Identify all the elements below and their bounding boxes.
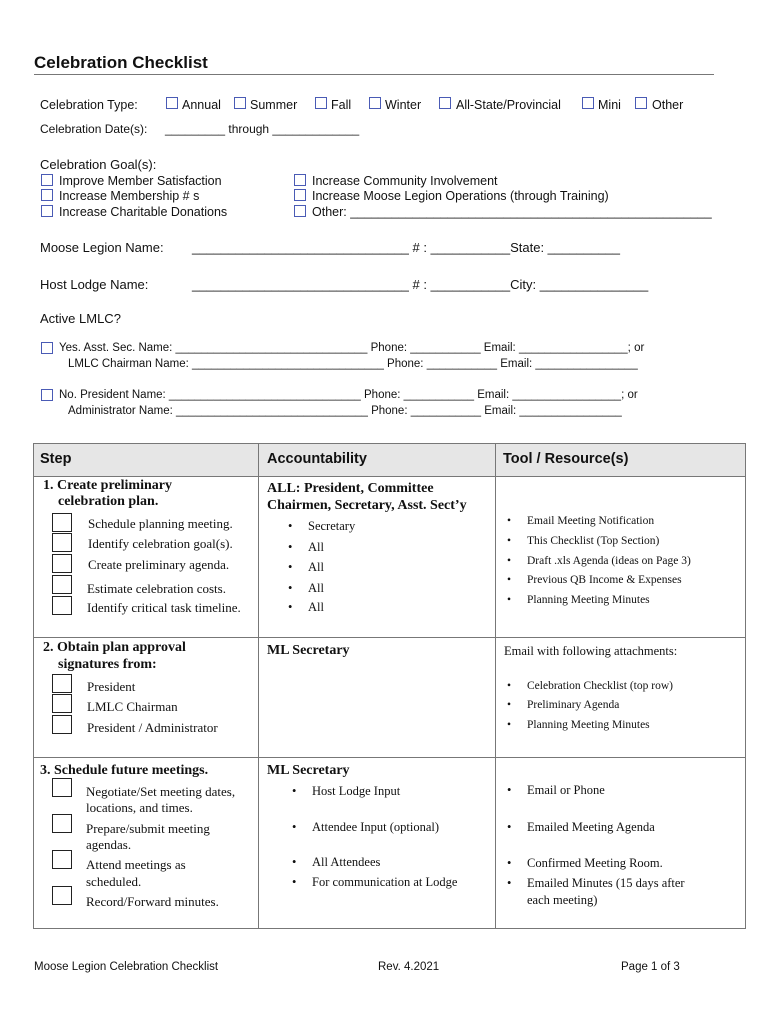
step-2-title-cont: signatures from: (58, 657, 157, 672)
header-accountability: Accountability (267, 451, 367, 467)
checkbox-goal-satisfaction[interactable] (41, 174, 53, 186)
option-fall: Fall (331, 98, 352, 112)
step-2-title: 2. Obtain plan approval (43, 640, 186, 655)
table-divider-col-2 (495, 443, 496, 929)
step-2-checkbox-1[interactable] (52, 674, 72, 693)
step-1-checkbox-4[interactable] (52, 575, 72, 594)
goal-community: Increase Community Involvement (312, 174, 498, 188)
checkbox-goal-membership[interactable] (41, 189, 53, 201)
checkbox-lmlc-no[interactable] (41, 389, 53, 401)
tool-2-title: Email with following attachments: (504, 644, 678, 658)
option-annual: Annual (182, 98, 221, 112)
step-3-item-2-cont: agendas. (86, 837, 132, 852)
host-lodge-field[interactable]: ______________________________ # : ___________City: _______________ (192, 277, 649, 292)
title-divider (34, 74, 714, 75)
lmlc-yes-line-2[interactable]: LMLC Chairman Name: ______________________________ Phone: ___________ Email: ________________ (68, 358, 638, 370)
step-1-item-5: Identify critical task timeline. (87, 600, 241, 615)
page-title: Celebration Checklist (34, 53, 208, 72)
checkbox-goal-community[interactable] (294, 174, 306, 186)
step-3-checkbox-2[interactable] (52, 814, 72, 833)
option-other: Other (652, 98, 684, 112)
step-1-item-4: Estimate celebration costs. (87, 581, 226, 596)
step-2-checkbox-2[interactable] (52, 694, 72, 713)
goal-other: Other: ____________________________________________________ (312, 205, 712, 219)
acc-2-title: ML Secretary (267, 643, 350, 658)
table-divider-col-1 (258, 443, 259, 929)
tool-1-item-5: • Planning Meeting Minutes (527, 594, 650, 606)
tool-1-item-3: • Draft .xls Agenda (ideas on Page 3) (527, 555, 691, 567)
acc-3-item-2: • Attendee Input (optional) (312, 820, 439, 835)
checkbox-fall[interactable] (315, 97, 327, 109)
checkbox-goal-operations[interactable] (294, 189, 306, 201)
step-3-item-2: Prepare/submit meeting (86, 821, 210, 836)
step-1-checkbox-2[interactable] (52, 533, 72, 552)
tool-3-item-4: • Emailed Minutes (15 days after (527, 876, 685, 891)
checkbox-goal-donations[interactable] (41, 205, 53, 217)
checkbox-annual[interactable] (166, 97, 178, 109)
lmlc-yes-line-1[interactable]: Yes. Asst. Sec. Name: ______________________________ Phone: ___________ Email: _________________; or (59, 342, 645, 354)
header-step: Step (40, 451, 72, 467)
step-2-item-3: President / Administrator (87, 720, 218, 735)
table-row-divider-1 (33, 637, 746, 638)
acc-3-item-4: • For communication at Lodge (312, 875, 457, 890)
step-1-title: 1. Create preliminary (43, 478, 172, 493)
host-lodge-label: Host Lodge Name: (40, 277, 149, 292)
goal-donations: Increase Charitable Donations (59, 205, 228, 219)
step-3-item-1: Negotiate/Set meeting dates, (86, 784, 236, 799)
step-1-item-1: Schedule planning meeting. (88, 516, 233, 531)
tool-3-item-1: • Email or Phone (527, 783, 605, 798)
step-3-item-1-cont: locations, and times. (86, 800, 193, 815)
table-row-divider-2 (33, 757, 746, 758)
option-summer: Summer (250, 98, 298, 112)
tool-1-item-2: • This Checklist (Top Section) (527, 535, 659, 547)
tool-2-item-3: • Planning Meeting Minutes (527, 719, 650, 731)
footer-revision: Rev. 4.2021 (378, 961, 440, 973)
acc-1-title-cont: Chairmen, Secretary, Asst. Sect’y (267, 498, 467, 513)
goal-operations: Increase Moose Legion Operations (through Training) (312, 189, 609, 203)
celebration-dates-label: Celebration Date(s): (40, 122, 148, 136)
header-tools: Tool / Resource(s) (503, 451, 629, 467)
acc-1-item-3: • All (308, 560, 324, 575)
checkbox-winter[interactable] (369, 97, 381, 109)
acc-3-item-3: • All Attendees (312, 855, 380, 870)
option-mini: Mini (598, 98, 621, 112)
step-1-item-2: Identify celebration goal(s). (88, 536, 233, 551)
step-3-checkbox-1[interactable] (52, 778, 72, 797)
goal-satisfaction: Improve Member Satisfaction (59, 174, 222, 188)
lmlc-no-line-2[interactable]: Administrator Name: ______________________________ Phone: ___________ Email: ________________ (68, 405, 622, 417)
tool-1-item-4: • Previous QB Income & Expenses (527, 574, 682, 586)
checkbox-goal-other[interactable] (294, 205, 306, 217)
tool-3-item-4-cont: each meeting) (527, 893, 598, 907)
step-3-checkbox-3[interactable] (52, 850, 72, 869)
checkbox-all-state[interactable] (439, 97, 451, 109)
checkbox-other[interactable] (635, 97, 647, 109)
option-winter: Winter (385, 98, 422, 112)
legion-name-field[interactable]: ______________________________ # : ___________State: __________ (192, 240, 620, 255)
goals-label: Celebration Goal(s): (40, 157, 157, 172)
acc-1-title: ALL: President, Committee (267, 481, 434, 496)
option-all-state: All-State/Provincial (456, 98, 561, 112)
legion-name-label: Moose Legion Name: (40, 240, 164, 255)
step-3-item-3: Attend meetings as (86, 857, 186, 872)
tool-3-item-3: • Confirmed Meeting Room. (527, 856, 663, 871)
step-1-checkbox-3[interactable] (52, 554, 72, 573)
active-lmlc-label: Active LMLC? (40, 311, 121, 326)
checkbox-mini[interactable] (582, 97, 594, 109)
step-3-checkbox-4[interactable] (52, 886, 72, 905)
goal-membership: Increase Membership # s (59, 189, 200, 203)
celebration-type-label: Celebration Type: (40, 98, 138, 112)
footer-page-number: Page 1 of 3 (621, 961, 680, 973)
step-1-checkbox-5[interactable] (52, 596, 72, 615)
step-1-title-cont: celebration plan. (58, 494, 159, 509)
checkbox-lmlc-yes[interactable] (41, 342, 53, 354)
tool-1-item-1: • Email Meeting Notification (527, 515, 654, 527)
tool-3-item-2: • Emailed Meeting Agenda (527, 820, 655, 835)
table-header-divider (33, 476, 746, 477)
step-3-title: 3. Schedule future meetings. (40, 763, 209, 778)
celebration-dates-field[interactable]: _________ through _____________ (165, 122, 360, 136)
acc-1-item-2: • All (308, 540, 324, 555)
lmlc-no-line-1[interactable]: No. President Name: ______________________________ Phone: ___________ Email: _________________; or (59, 389, 638, 401)
step-3-item-4: Record/Forward minutes. (86, 894, 219, 909)
step-1-item-3: Create preliminary agenda. (88, 557, 230, 572)
checkbox-summer[interactable] (234, 97, 246, 109)
step-2-item-1: President (87, 679, 136, 694)
acc-3-item-1: • Host Lodge Input (312, 784, 400, 799)
acc-1-item-4: • All (308, 581, 324, 596)
acc-3-title: ML Secretary (267, 763, 350, 778)
acc-1-item-5: • All (308, 600, 324, 615)
tool-2-item-2: • Preliminary Agenda (527, 699, 619, 711)
tool-2-item-1: • Celebration Checklist (top row) (527, 680, 673, 692)
acc-1-item-1: • Secretary (308, 519, 355, 534)
step-3-item-3-cont: scheduled. (86, 874, 142, 889)
step-2-checkbox-3[interactable] (52, 715, 72, 734)
step-1-checkbox-1[interactable] (52, 513, 72, 532)
footer-doc-name: Moose Legion Celebration Checklist (34, 961, 219, 973)
step-2-item-2: LMLC Chairman (87, 699, 178, 714)
